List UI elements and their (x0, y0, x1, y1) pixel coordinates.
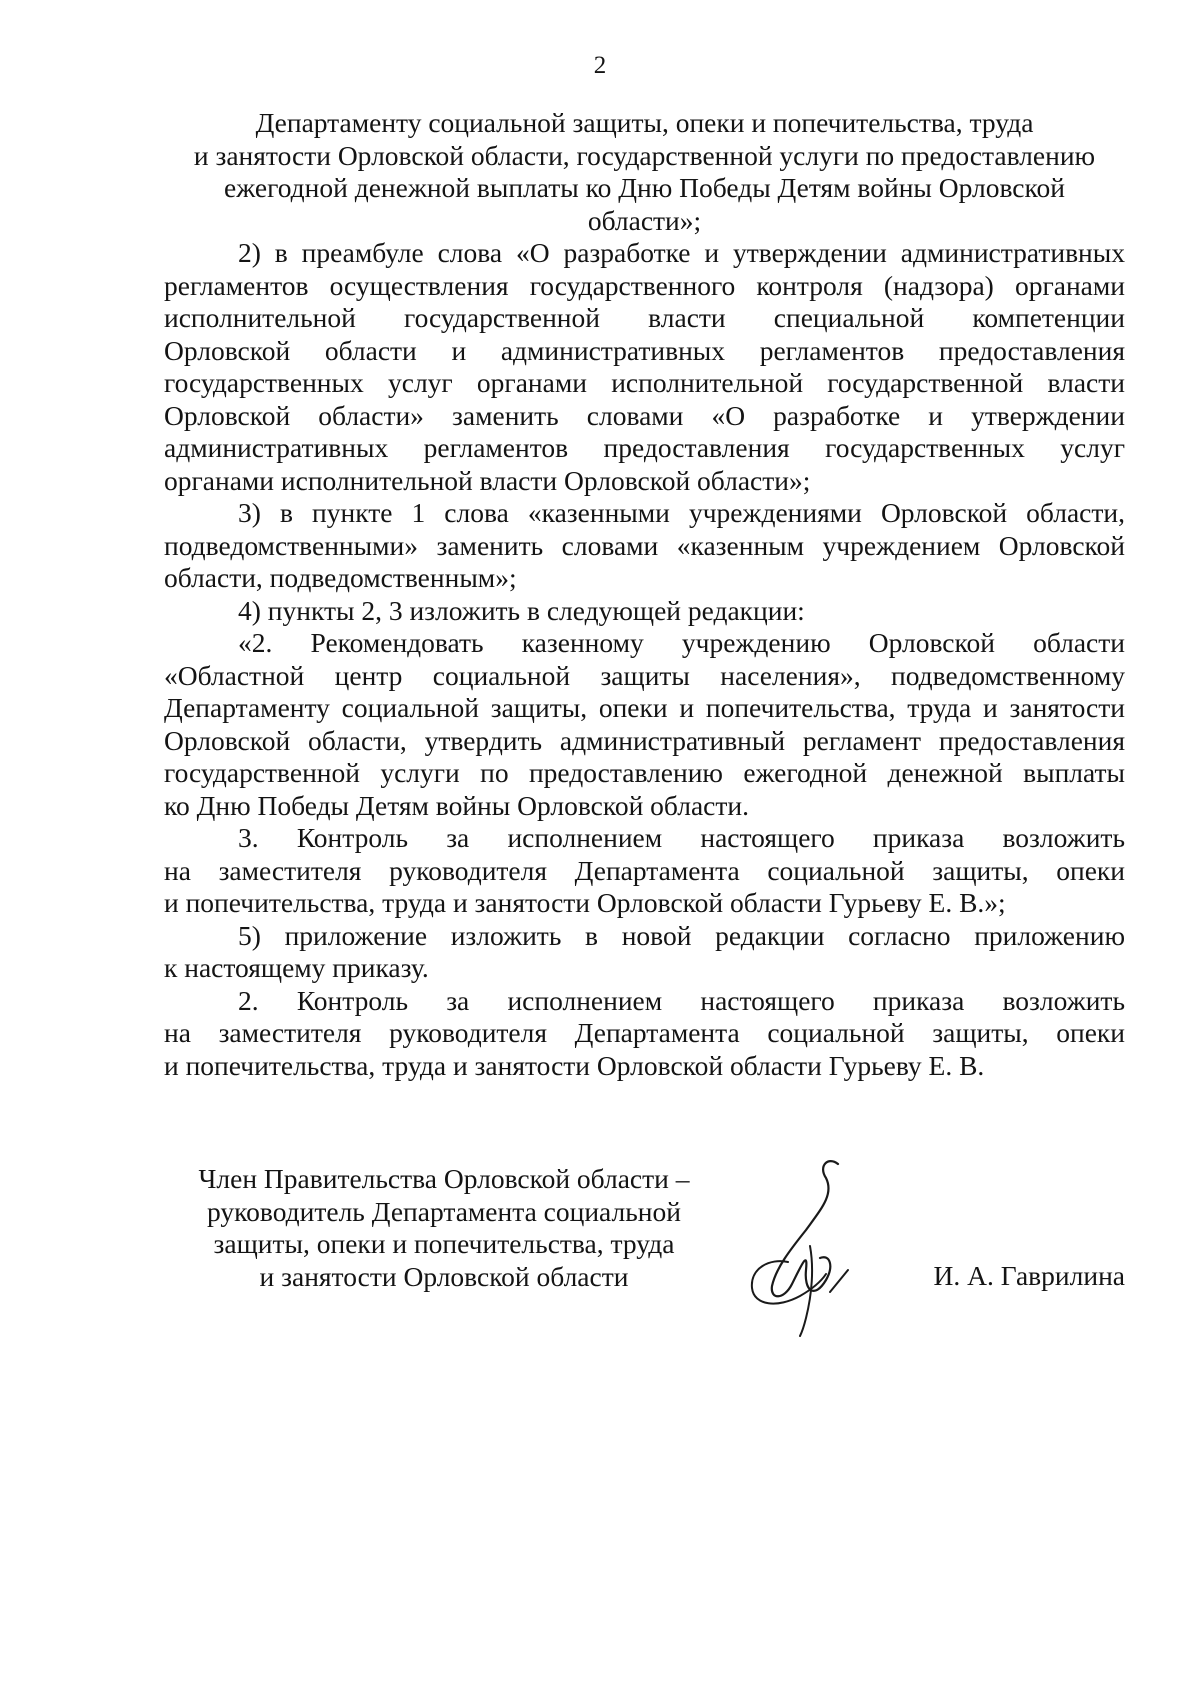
text-line: подведомственными» заменить словами «казенным учреждением Орловской (164, 529, 1125, 561)
text-line: на заместителя руководителя Департамента социальной защиты, опеки (164, 1017, 1125, 1048)
text-line: на заместителя руководителя Департамента социальной защиты, опеки (164, 854, 1125, 886)
text-line: государственной услуги по предоставлению ежегодной денежной выплаты (164, 757, 1125, 788)
text-line: органами исполнительной власти Орловской области»; (164, 464, 811, 496)
text-line: государственных услуг органами исполнительной государственной власти (164, 367, 1125, 398)
text-line: Орловской области» заменить словами «О разработке и утверждении (164, 399, 1125, 431)
text-line: ежегодной денежной выплаты ко Дню Победы Детям войны Орловской (224, 172, 1065, 203)
text-line: регламентов осуществления государственного контроля (надзора) органами (164, 269, 1125, 301)
paragraph-quoted-point-3 (164, 822, 1125, 920)
text-line: «Областной центр социальной защиты населения», подведомственному (164, 659, 1125, 691)
text-line: и занятости Орловской области, государственной услуги по предоставлению (193, 139, 1096, 171)
text-line: 2. Контроль за исполнением настоящего приказа возложить (238, 984, 1125, 1016)
text-line: 3) в пункте 1 слова «казенными учреждениями Орловской области, (238, 497, 1125, 528)
paragraph-continuation (164, 107, 1125, 237)
signatory-title-line: защиты, опеки и попечительства, труда (213, 1228, 675, 1259)
text-line: Департаменту социальной защиты, опеки и попечительства, труда и занятости (164, 692, 1125, 723)
text-line: области, подведомственным»; (164, 562, 517, 593)
text-line: 2) в преамбуле слова «О разработке и утверждении административных (238, 237, 1125, 268)
signatory-title (164, 1163, 724, 1293)
signature-block (164, 1163, 1125, 1363)
paragraph-item-2 (164, 237, 1125, 497)
text-line: 5) приложение изложить в новой редакции согласно приложению (238, 919, 1125, 951)
text-line: Орловской области, утвердить административный регламент предоставления (164, 724, 1125, 756)
text-line: ко Дню Победы Детям войны Орловской области. (164, 789, 749, 821)
paragraph-clause-2 (164, 985, 1125, 1083)
text-line: исполнительной государственной власти специальной компетенции (164, 302, 1125, 333)
paragraph-item-3 (164, 497, 1125, 595)
signatory-title-line: руководитель Департамента социальной (207, 1195, 681, 1227)
text-line: административных регламентов предоставления государственных услуг (164, 432, 1125, 463)
signatory-title-line: и занятости Орловской области (259, 1260, 629, 1292)
paragraph-item-4 (164, 595, 1125, 628)
text-line: «2. Рекомендовать казенному учреждению Орловской области (238, 627, 1125, 658)
text-line: 4) пункты 2, 3 изложить в следующей редакции: (238, 594, 805, 626)
text-line: и попечительства, труда и занятости Орловской области Гурьеву Е. В.»; (164, 887, 1006, 918)
paragraph-item-5 (164, 920, 1125, 985)
document-body (164, 107, 1125, 1082)
text-line: 3. Контроль за исполнением настоящего приказа возложить (238, 822, 1125, 853)
text-line: к настоящему приказу. (164, 952, 429, 983)
text-line: Департаменту социальной защиты, опеки и попечительства, труда (255, 107, 1034, 138)
text-line: и попечительства, труда и занятости Орловской области Гурьеву Е. В. (164, 1049, 985, 1081)
text-line: области»; (587, 204, 702, 236)
signatory-name: И. А. Гаврилина (933, 1260, 1125, 1291)
handwritten-signature (730, 1150, 870, 1340)
signatory-title-line: Член Правительства Орловской области – (198, 1163, 690, 1194)
page-number: 2 (593, 52, 607, 79)
paragraph-quoted-point-2 (164, 627, 1125, 822)
text-line: Орловской области и административных регламентов предоставления (164, 334, 1125, 366)
